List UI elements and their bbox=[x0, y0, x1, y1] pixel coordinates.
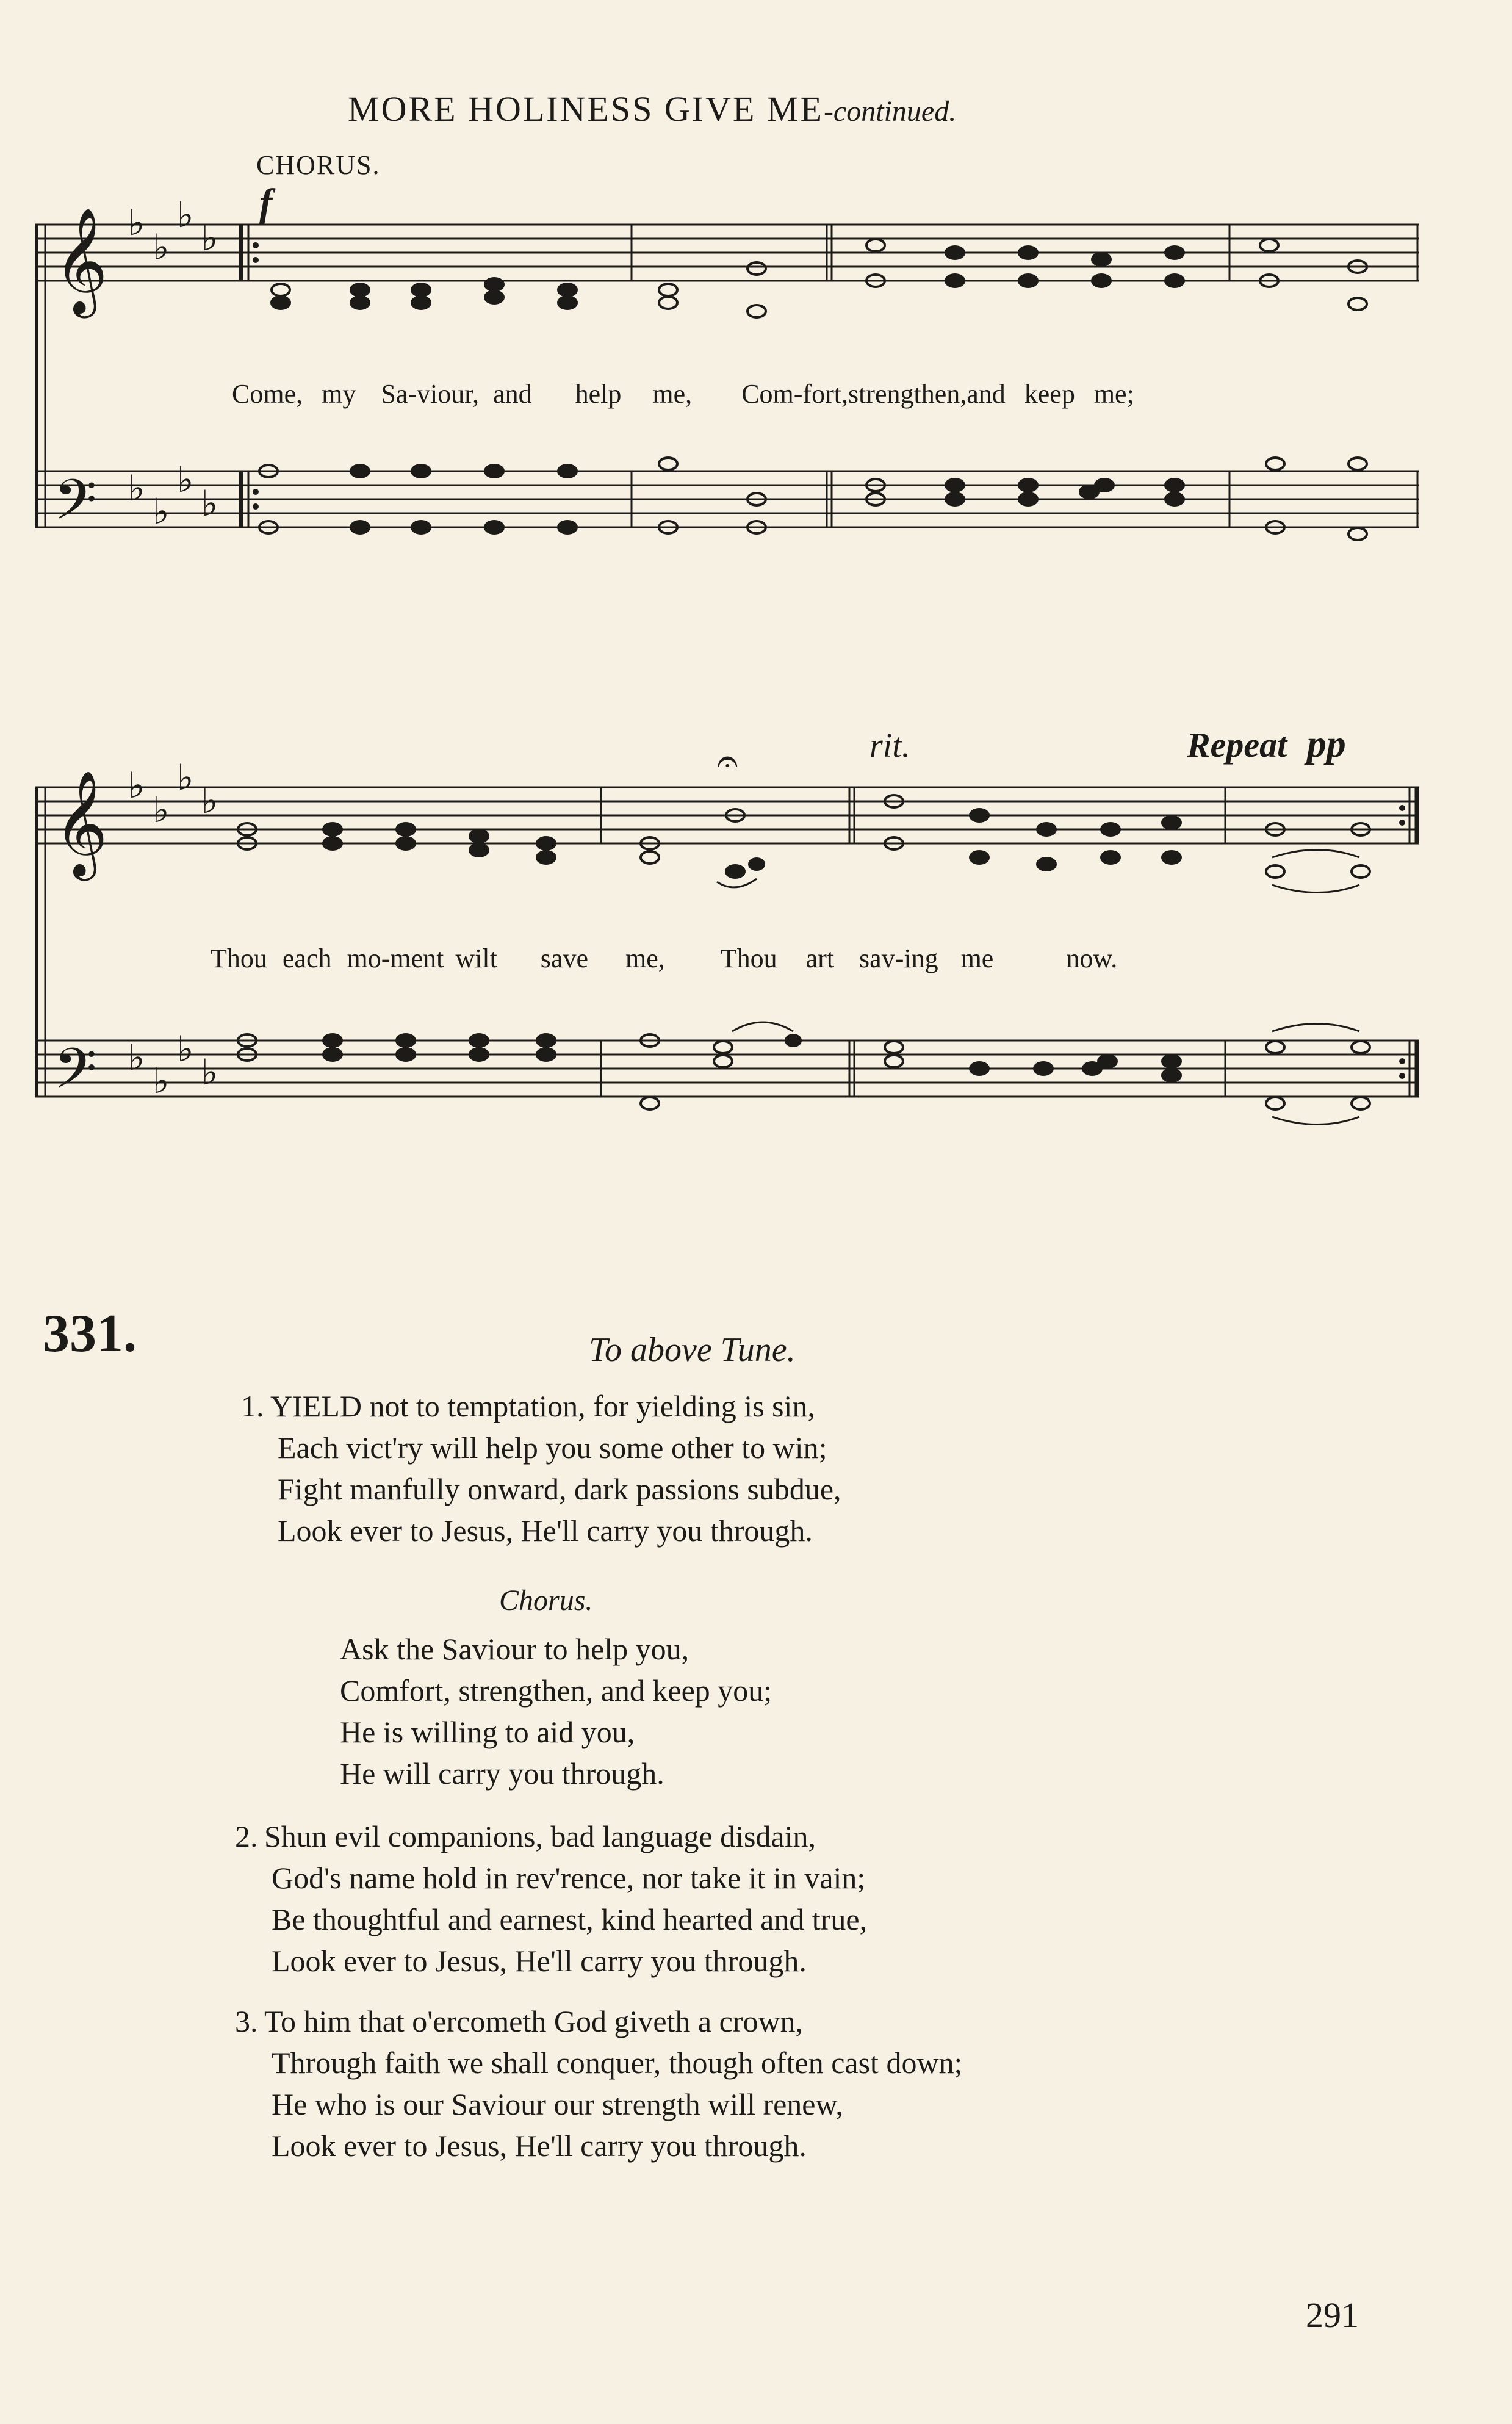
lyric-word: art bbox=[805, 943, 835, 973]
verse-3 bbox=[235, 2000, 962, 2166]
chorus-text bbox=[340, 1628, 772, 1794]
svg-text:♭: ♭ bbox=[201, 780, 218, 821]
system-2-treble-notes bbox=[238, 795, 1370, 878]
chorus-line: He is willing to aid you, bbox=[340, 1715, 635, 1749]
lyric-word: me bbox=[960, 943, 994, 973]
header-title: MORE HOLINESS GIVE ME bbox=[348, 89, 824, 129]
lyric-word: Come, bbox=[232, 379, 303, 409]
lyric-word: keep bbox=[1024, 379, 1075, 409]
lyric-word: Sa-viour, bbox=[381, 379, 480, 409]
lyric-word: help bbox=[575, 379, 622, 409]
treble-clef-icon-2: 𝄞 bbox=[54, 770, 108, 876]
lyric-word: each bbox=[282, 943, 332, 973]
treble-clef-icon: 𝄞 bbox=[54, 207, 108, 314]
verse-number: 3. bbox=[235, 2004, 258, 2038]
lyric-word: Thou bbox=[720, 943, 777, 973]
verse-line: Shun evil companions, bad language disdain, bbox=[264, 1819, 816, 1853]
fermata-icon: 𝄐 bbox=[717, 738, 738, 783]
repeat-pp-mark bbox=[1187, 721, 1346, 767]
verse-line: Be thoughtful and earnest, kind hearted and true, bbox=[272, 1902, 868, 1936]
verse-number: 1. bbox=[241, 1389, 264, 1423]
svg-text:♭: ♭ bbox=[128, 765, 145, 806]
lyric-word: now. bbox=[1066, 943, 1118, 973]
svg-text:♭: ♭ bbox=[201, 217, 218, 259]
chorus-heading: Chorus. bbox=[499, 1584, 593, 1617]
lyric-word: mo-ment bbox=[347, 943, 444, 973]
verse-line: Each vict'ry will help you some other to win; bbox=[278, 1430, 827, 1465]
lyric-word: Com-fort,strengthen,and bbox=[741, 379, 1006, 409]
lyric-word: Thou bbox=[211, 943, 267, 973]
header-continued: -continued. bbox=[823, 95, 957, 128]
svg-text:♭: ♭ bbox=[177, 757, 194, 798]
svg-text:♭: ♭ bbox=[177, 194, 194, 236]
lyric-word: me; bbox=[1093, 379, 1134, 409]
lyric-word: save bbox=[540, 943, 588, 973]
verse-line: Through faith we shall conquer, though often cast down; bbox=[272, 2046, 963, 2080]
ritardando-mark: rit. bbox=[869, 727, 910, 765]
hymn-number: 331. bbox=[43, 1304, 137, 1363]
svg-text:♭: ♭ bbox=[153, 491, 170, 532]
system-1-treble-notes bbox=[272, 239, 1367, 317]
verse-1 bbox=[241, 1385, 841, 1551]
svg-text:♭: ♭ bbox=[128, 467, 145, 509]
verse-2 bbox=[235, 1816, 867, 1982]
lyric-word: me, bbox=[652, 379, 693, 409]
system-1-lyrics bbox=[232, 378, 1134, 409]
lyric-word: and bbox=[493, 379, 532, 409]
chorus-line: Ask the Saviour to help you, bbox=[340, 1632, 689, 1666]
svg-text:♭: ♭ bbox=[201, 483, 218, 524]
chorus-line: Comfort, strengthen, and keep you; bbox=[340, 1673, 772, 1708]
verse-line: He who is our Saviour our strength will renew, bbox=[272, 2087, 843, 2121]
system-2-lyrics bbox=[211, 943, 1117, 974]
dynamic-pianissimo: pp bbox=[1306, 722, 1346, 765]
repeat-label: Repeat bbox=[1187, 725, 1287, 765]
lyric-word: sav-ing bbox=[859, 943, 938, 973]
lyric-word: me, bbox=[625, 943, 665, 973]
svg-text:♭: ♭ bbox=[153, 789, 170, 831]
page-number: 291 bbox=[1306, 2295, 1359, 2335]
bass-clef-icon-2: 𝄢 bbox=[54, 1036, 97, 1114]
verse-number: 2. bbox=[235, 1819, 258, 1853]
svg-text:♭: ♭ bbox=[128, 202, 145, 243]
verse-line: God's name hold in rev'rence, nor take it in vain; bbox=[272, 1861, 866, 1895]
dynamic-forte: f bbox=[259, 181, 273, 224]
verse-line: Look ever to Jesus, He'll carry you through. bbox=[278, 1513, 813, 1548]
verse-line: To him that o'ercometh God giveth a crown, bbox=[264, 2004, 804, 2038]
verse-line: Fight manfully onward, dark passions subdue, bbox=[278, 1472, 841, 1506]
svg-text:♭: ♭ bbox=[153, 226, 170, 268]
clefs-and-keys bbox=[54, 194, 738, 1114]
verse-line: YIELD not to temptation, for yielding is sin, bbox=[270, 1389, 815, 1423]
chorus-label: CHORUS. bbox=[256, 150, 381, 180]
svg-text:♭: ♭ bbox=[128, 1037, 145, 1078]
svg-text:♭: ♭ bbox=[201, 1051, 218, 1093]
svg-text:♭: ♭ bbox=[153, 1060, 170, 1102]
verse-line: Look ever to Jesus, He'll carry you through. bbox=[272, 2129, 807, 2163]
system-2-bass-notes bbox=[238, 1034, 1370, 1109]
svg-text:♭: ♭ bbox=[177, 459, 194, 500]
svg-text:♭: ♭ bbox=[177, 1028, 194, 1070]
lyric-word: my bbox=[322, 379, 356, 409]
tune-reference: To above Tune. bbox=[589, 1331, 796, 1369]
chorus-line: He will carry you through. bbox=[340, 1756, 664, 1791]
verse-line: Look ever to Jesus, He'll carry you through. bbox=[272, 1944, 807, 1978]
lyric-word: wilt bbox=[455, 943, 497, 973]
bass-clef-icon: 𝄢 bbox=[54, 467, 97, 546]
